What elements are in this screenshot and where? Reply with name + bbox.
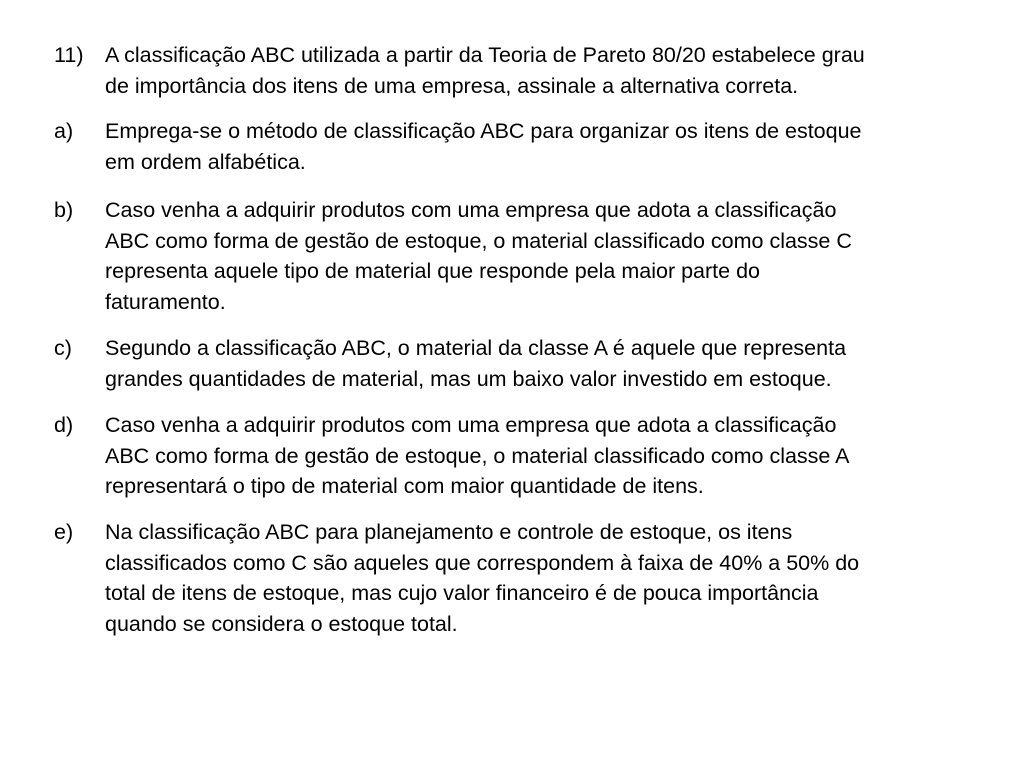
question-text (105, 40, 1016, 101)
text-line: representará o tipo de material com maior quantidade de itens. (105, 474, 704, 498)
option-marker: a) (54, 119, 74, 143)
text-line: Caso venha a adquirir produtos com uma empresa que adota a classificação (105, 198, 837, 222)
option-text (105, 410, 1016, 502)
text-line: grandes quantidades de material, mas um baixo valor investido em estoque. (105, 366, 832, 391)
option-marker: c) (54, 336, 72, 360)
text-line: ABC como forma de gestão de estoque, o material classificado como classe C (105, 228, 852, 253)
option-text (105, 195, 1016, 317)
option-text (105, 116, 1016, 177)
question-stem (54, 40, 1016, 101)
text-line: classificados como C são aqueles que correspondem à faixa de 40% a 50% do (105, 550, 860, 575)
text-line: A classificação ABC utilizada a partir da Teoria de Pareto 80/20 estabelece grau (105, 43, 865, 67)
option-a (54, 116, 1016, 177)
text-line: Emprega-se o método de classificação ABC para organizar os itens de estoque (105, 119, 862, 143)
text-line: quando se considera o estoque total. (105, 611, 458, 636)
option-d (54, 410, 1016, 502)
option-marker: b) (54, 198, 74, 222)
text-line: representa aquele tipo de material que responde pela maior parte do (105, 259, 760, 283)
option-c (54, 333, 1016, 394)
text-line: Na classificação ABC para planejamento e controle de estoque, os itens (105, 520, 793, 544)
option-text (105, 333, 1016, 394)
option-b (54, 195, 1016, 317)
text-line: Caso venha a adquirir produtos com uma empresa que adota a classificação (105, 413, 837, 437)
text-line: faturamento. (105, 289, 226, 314)
text-line: em ordem alfabética. (105, 149, 306, 174)
text-line: ABC como forma de gestão de estoque, o material classificado como classe A (105, 443, 850, 468)
option-e (54, 517, 1016, 639)
question-number: 11) (54, 43, 84, 67)
option-text (105, 517, 1016, 639)
text-line: de importância dos itens de uma empresa, assinale a alternativa correta. (105, 73, 799, 98)
option-marker: e) (54, 520, 74, 544)
text-line: total de itens de estoque, mas cujo valor financeiro é de pouca importância (105, 581, 819, 605)
text-line: Segundo a classificação ABC, o material da classe A é aquele que representa (105, 336, 847, 360)
option-marker: d) (54, 413, 74, 437)
